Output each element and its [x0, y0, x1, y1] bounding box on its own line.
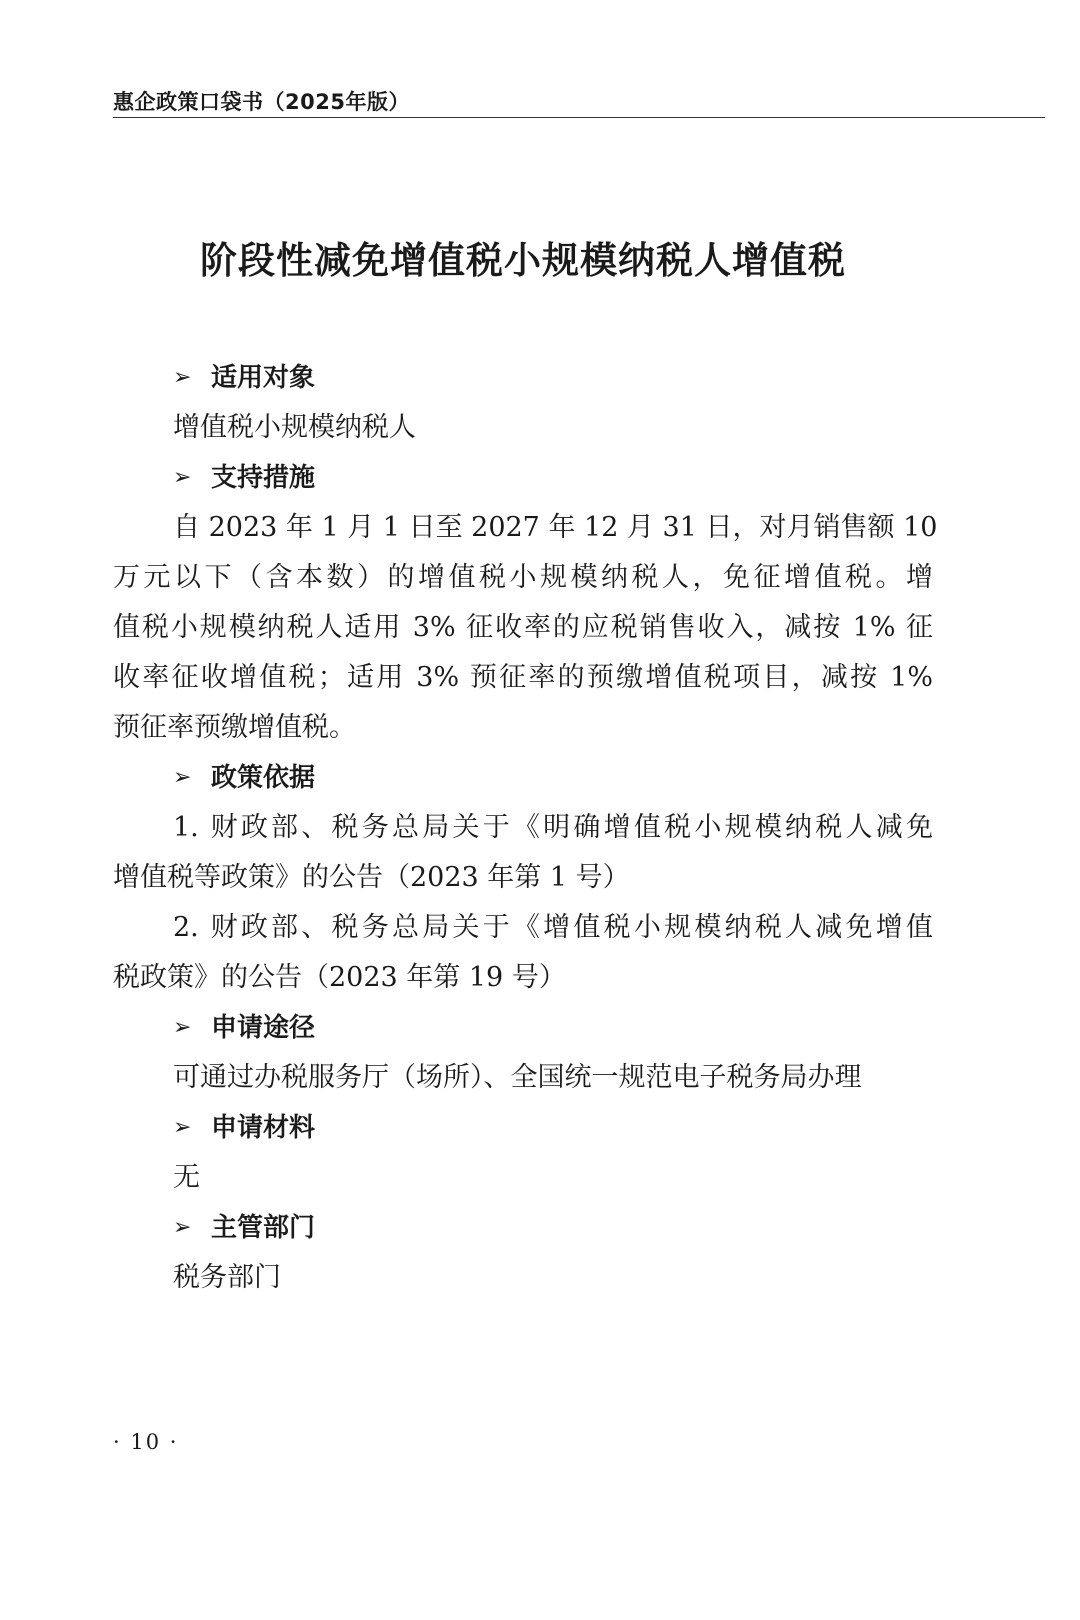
arrow-bullet-icon: ➢ — [173, 1115, 192, 1140]
basis-text-line: 增值税等政策》的公告（2023 年第 1 号） — [113, 862, 630, 893]
page-number: · 10 · — [113, 1430, 179, 1454]
running-header-title: 惠企政策口袋书（2025年版） — [113, 90, 410, 114]
basis-text-line: 税政策》的公告（2023 年第 19 号） — [113, 962, 566, 993]
measures-text-line: 收率征收增值税；适用 3% 预征率的预缴增值税项目，减按 1% — [113, 662, 933, 693]
section-heading-materials — [113, 1103, 933, 1153]
arrow-bullet-icon: ➢ — [173, 365, 192, 390]
section-heading-measures — [113, 453, 933, 503]
arrow-bullet-icon: ➢ — [173, 1015, 192, 1040]
basis-text-line: 1. 财政部、税务总局关于《明确增值税小规模纳税人减免 — [173, 812, 933, 843]
section-heading-channel — [113, 1003, 933, 1053]
section-heading-department — [113, 1203, 933, 1253]
header-divider — [113, 117, 1045, 118]
measures-text-line: 值税小规模纳税人适用 3% 征收率的应税销售收入，减按 1% 征 — [113, 612, 933, 643]
arrow-bullet-icon: ➢ — [173, 465, 192, 490]
section-heading-label: 主管部门 — [211, 1213, 316, 1243]
department-text: 税务部门 — [173, 1262, 281, 1293]
target-text: 增值税小规模纳税人 — [173, 412, 416, 443]
arrow-bullet-icon: ➢ — [173, 765, 192, 790]
section-heading-label: 适用对象 — [211, 363, 316, 393]
measures-text-line: 自 2023 年 1 月 1 日至 2027 年 12 月 31 日，对月销售额 10 — [173, 512, 938, 543]
page-title: 阶段性减免增值税小规模纳税人增值税 — [200, 239, 846, 282]
section-heading-basis — [113, 753, 933, 803]
basis-text-line: 2. 财政部、税务总局关于《增值税小规模纳税人减免增值 — [173, 912, 933, 943]
materials-text: 无 — [173, 1162, 200, 1193]
section-heading-label: 政策依据 — [211, 763, 316, 793]
policy-content — [113, 353, 938, 1303]
section-heading-target — [113, 353, 933, 403]
measures-text-line: 预征率预缴增值税。 — [113, 712, 356, 743]
section-heading-label: 支持措施 — [211, 463, 316, 493]
section-heading-label: 申请材料 — [211, 1113, 316, 1143]
measures-text-line: 万元以下（含本数）的增值税小规模纳税人，免征增值税。增 — [113, 562, 933, 593]
section-heading-label: 申请途径 — [211, 1013, 316, 1043]
channel-text: 可通过办税服务厅（场所）、全国统一规范电子税务局办理 — [173, 1062, 862, 1093]
arrow-bullet-icon: ➢ — [173, 1215, 192, 1240]
